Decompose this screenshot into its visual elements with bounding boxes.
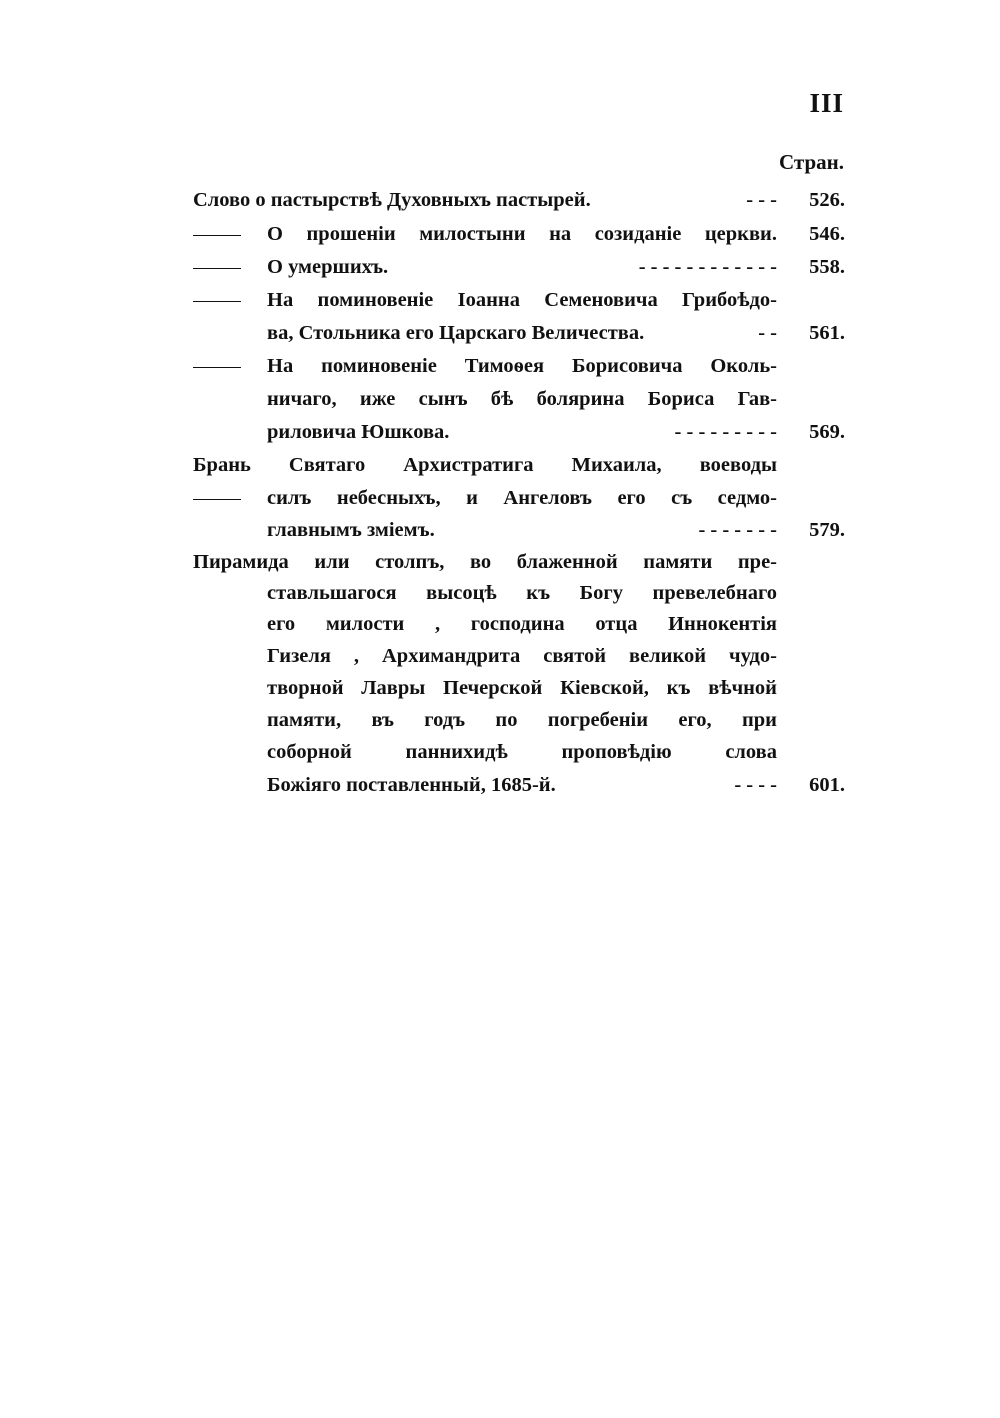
dot-leaders: - - - - [734, 774, 777, 796]
dot-leaders: - - - [746, 189, 777, 211]
toc-entry-text: О умершихъ. [267, 256, 389, 278]
toc-line [193, 185, 845, 215]
toc-entry-text: Пирамида или столпъ, во блаженной памяти пре- [193, 551, 777, 573]
toc-line [193, 705, 845, 735]
toc-entry-text: Божіяго поставленный, 1685-й. [267, 774, 556, 796]
toc-line [193, 515, 845, 545]
toc-line [193, 578, 845, 608]
toc-entry-text: ставльшагося высоцѣ къ Богу превелебнаго [267, 582, 777, 604]
toc-line [193, 285, 845, 315]
dot-leaders: - - - - - - - [698, 519, 777, 541]
toc-line [193, 219, 845, 249]
toc-entry-text: ва, Стольника его Царскаго Величества. [267, 322, 645, 344]
dot-leaders: - - - - - - - - - - - - [638, 256, 777, 278]
toc-line [193, 673, 845, 703]
page-number: 526. [809, 189, 845, 211]
page-number: 561. [809, 322, 845, 344]
toc-entry-text: Брань Святаго Архистратига Михаила, воеводы [193, 454, 777, 476]
toc-entry-text: творной Лавры Печерской Кіевской, къ вѣчной [267, 677, 777, 699]
toc-line [193, 641, 845, 671]
toc-entry-text: соборной паннихидѣ проповѣдію слова [267, 741, 777, 763]
toc-line [193, 450, 845, 480]
toc-entry-text: риловича Юшкова. [267, 421, 450, 443]
toc-line [193, 417, 845, 447]
dot-leaders: - - - - - - - - - [674, 421, 777, 443]
toc-line [193, 351, 845, 381]
page-number: 579. [809, 519, 845, 541]
toc-line [193, 483, 845, 513]
toc-entry-text: Гизеля , Архимандрита святой великой чудо- [267, 645, 777, 667]
page-number: 569. [809, 421, 845, 443]
toc-entry-text: На поминовеніе Тимоѳея Борисовича Околь- [267, 355, 777, 377]
toc-line [193, 318, 845, 348]
toc-entry-text: главнымъ зміемъ. [267, 519, 435, 541]
toc-entry-text: его милости , господина отца Иннокентія [267, 613, 777, 635]
page-number: 546. [809, 223, 845, 245]
toc-line [193, 609, 845, 639]
toc-line [193, 547, 845, 577]
toc-entry-text: На поминовеніе Іоанна Семеновича Грибоѣдо- [267, 289, 777, 311]
toc-entry-text: О прошеніи милостыни на созиданіе церкви. [267, 223, 777, 245]
toc-entry-text: Слово о пастырствѣ Духовныхъ пастырей. [193, 189, 591, 211]
page-number: 601. [809, 774, 845, 796]
toc-line [193, 384, 845, 414]
toc-line [193, 770, 845, 800]
toc-line [193, 737, 845, 767]
toc-line [193, 252, 845, 282]
page-column-header: Стран. [779, 150, 844, 174]
page-number: 558. [809, 256, 845, 278]
page-folio: III [809, 88, 844, 118]
toc-entry-text: памяти, въ годъ по погребеніи его, при [267, 709, 777, 731]
toc-entry-text: ничаго, иже сынъ бѣ болярина Бориса Гав- [267, 388, 777, 410]
toc-entry-text: силъ небесныхъ, и Ангеловъ его съ седмо- [267, 487, 777, 509]
dot-leaders: - - [758, 322, 777, 344]
